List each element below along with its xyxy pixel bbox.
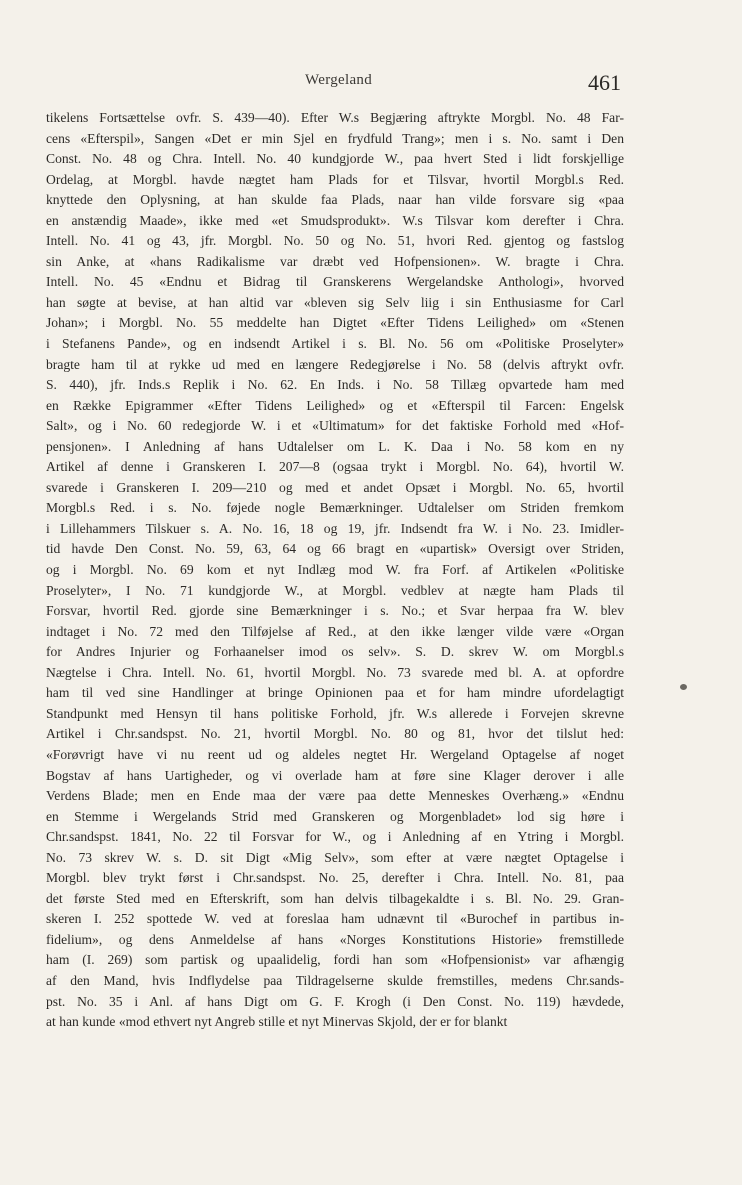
text-line: knyttede den Oplysning, at han skulde faa Plads, naar han vilde forsvare sig «paa <box>46 192 624 208</box>
text-line: for Andres Injurier og Forhaanelser imod os selv». S. D. skrev W. om Morgbl.s <box>46 644 624 660</box>
text-line: Intell. No. 45 «Endnu et Bidrag til Granskerens Wergelandske Anthologi», hvorved <box>46 274 624 290</box>
text-line: fidelium», og dens Anmeldelse af hans «Norges Konstitutions Historie» fremstillede <box>46 931 624 947</box>
text-line: Intell. No. 41 og 43, jfr. Morgbl. No. 50 og No. 51, hvori Red. gjentog og fastslog <box>46 233 624 249</box>
text-line: cens «Efterspil», Sangen «Det er min Sjel en frydfuld Trang»; men i s. No. samt i Den <box>46 130 624 146</box>
text-line: en Række Epigrammer «Efter Tidens Leilighed» og et «Efterspil til Farcen: Engelsk <box>46 397 624 413</box>
text-line: Ordelag, at Morgbl. havde nægtet ham Plads for et Tilsvar, hvortil Morgbl.s Red. <box>46 171 624 187</box>
text-line: S. 440), jfr. Inds.s Replik i No. 62. En Inds. i No. 58 Tillæg opvartede ham med <box>46 377 624 393</box>
text-line: at han kunde «mod ethvert nyt Angreb stille et nyt Minervas Skjold, der er for blankt <box>46 1014 508 1030</box>
text-line: bragte ham til at rykke ud med en længere Redegjørelse i No. 58 (delvis aftrykt ovfr. <box>46 356 624 372</box>
text-line: Standpunkt med Hensyn til hans politiske Forhold, jfr. W.s allerede i Forvejen skrevne <box>46 705 624 721</box>
text-line: i Lillehammers Tilskuer s. A. No. 16, 18 og 19, jfr. Indsendt fra W. i No. 23. Imidler- <box>46 520 624 536</box>
text-line: af den Mand, hvis Indflydelse paa Tildragelserne skulde fremstilles, medens Chr.sands- <box>46 972 624 988</box>
text-line: Morgbl.s Red. i s. No. føjede nogle Bemærkninger. Udtalelser om Striden fremkom <box>46 500 624 516</box>
text-line: Johan»; i Morgbl. No. 55 meddelte han Digtet «Efter Tidens Leilighed» om «Stenen <box>46 315 624 331</box>
text-line: ham (I. 269) som partisk og upaalidelig, fordi han som «Hofpensionist» var afhængig <box>46 952 624 968</box>
text-line: «Forøvrigt have vi nu reent ud og aldeles negtet Hr. Wergeland Optagelse af noget <box>46 746 624 762</box>
body-text <box>46 108 624 1033</box>
text-line: ham til ved sine Handlinger at bringe Opinionen paa et for ham mindre ufordelagtigt <box>46 685 624 701</box>
text-line: Artikel af denne i Granskeren I. 207—8 (ogsaa trykt i Morgbl. No. 64), hvortil W. <box>46 459 624 475</box>
text-line: Nægtelse i Chra. Intell. No. 61, hvortil Morgbl. No. 73 svarede med bl. A. at opfordre <box>46 664 624 680</box>
text-line: indtaget i No. 72 med den Tilføjelse af Red., at den ikke længer vilde være «Organ <box>46 623 624 639</box>
text-line: en Stemme i Wergelands Strid med Granskeren og Morgenbladet» lod sig høre i <box>46 808 624 824</box>
text-line: No. 73 skrev W. s. D. sit Digt «Mig Selv», som efter at være nægtet Optagelse i <box>46 849 624 865</box>
text-line: tid havde Den Const. No. 59, 63, 64 og 66 bragt en «upartisk» Oversigt over Striden, <box>46 541 624 557</box>
page-number: 461 <box>588 70 621 95</box>
text-line: Proselyter», I No. 71 kundgjorde W., at Morgbl. vedblev at nægte ham Plads til <box>46 582 624 598</box>
text-line: Morgbl. blev trykt først i Chr.sandspst. No. 25, derefter i Chra. Intell. No. 81, paa <box>46 870 624 886</box>
text-line: i Stefanens Pande», og en indsendt Artikel i s. Bl. No. 56 om «Politiske Proselyter» <box>46 336 624 352</box>
text-line: pst. No. 35 i Anl. af hans Digt om G. F. Krogh (i Den Const. No. 119) hævdede, <box>46 993 624 1009</box>
text-line: pensjonen». I Anledning af hans Udtalelser om L. K. Daa i No. 58 kom en ny <box>46 438 624 454</box>
text-line: tikelens Fortsættelse ovfr. S. 439—40). Efter W.s Begjæring aftrykte Morgbl. No. 48 Far- <box>46 110 624 125</box>
text-line: Bogstav af hans Uartigheder, og vi overlade ham at føre sine Klager derover i alle <box>46 767 624 783</box>
margin-mark <box>680 684 687 690</box>
text-line: Artikel i Chr.sandspst. No. 21, hvortil Morgbl. No. 80 og 81, hvor det tilslut hed: <box>46 726 624 742</box>
text-line: en anstændig Maade», ikke med «et Smudsprodukt». W.s Tilsvar kom derefter i Chra. <box>46 212 624 228</box>
text-line: han søgte at bevise, at han altid var «bleven sig Selv liig i sin Enthusiasme for Carl <box>46 294 624 310</box>
text-line: Verdens Blade; men en Ende maa der være paa dette Menneskes Overhæng.» «Endnu <box>46 788 624 804</box>
text-line: sin Anke, at «hans Radikalisme var dræbt ved Hofpensionen». W. bragte i Chra. <box>46 253 624 269</box>
text-line: Forsvar, hvortil Red. gjorde sine Bemærkninger i s. No.; et Svar herpaa fra W. blev <box>46 603 624 619</box>
text-line: skeren I. 252 spottede W. ved at foreslaa ham udnævnt til «Burochef in partibus in- <box>46 911 624 927</box>
text-line: Chr.sandspst. 1841, No. 22 til Forsvar for W., og i Anledning af en Ytring i Morgbl. <box>46 829 624 845</box>
running-head <box>0 68 742 98</box>
text-line: Const. No. 48 og Chra. Intell. No. 40 kundgjorde W., paa hvert Sted i lidt forskjellige <box>46 151 624 167</box>
running-title: Wergeland <box>305 72 373 88</box>
text-line: og i Morgbl. No. 69 kom et nyt Indlæg mod W. fra Forf. af Artikelen «Politiske <box>46 562 624 578</box>
text-line: svarede i Granskeren I. 209—210 og med et andet Opsæt i Morgbl. No. 65, hvortil <box>46 479 624 495</box>
text-line: det første Sted med en Efterskrift, som han delvis tilbagekaldte i s. Bl. No. 29. Gran- <box>46 890 624 906</box>
text-line: Salt», og i No. 60 redegjorde W. i et «Ultimatum» for det faktiske Forhold med «Hof- <box>46 418 624 434</box>
